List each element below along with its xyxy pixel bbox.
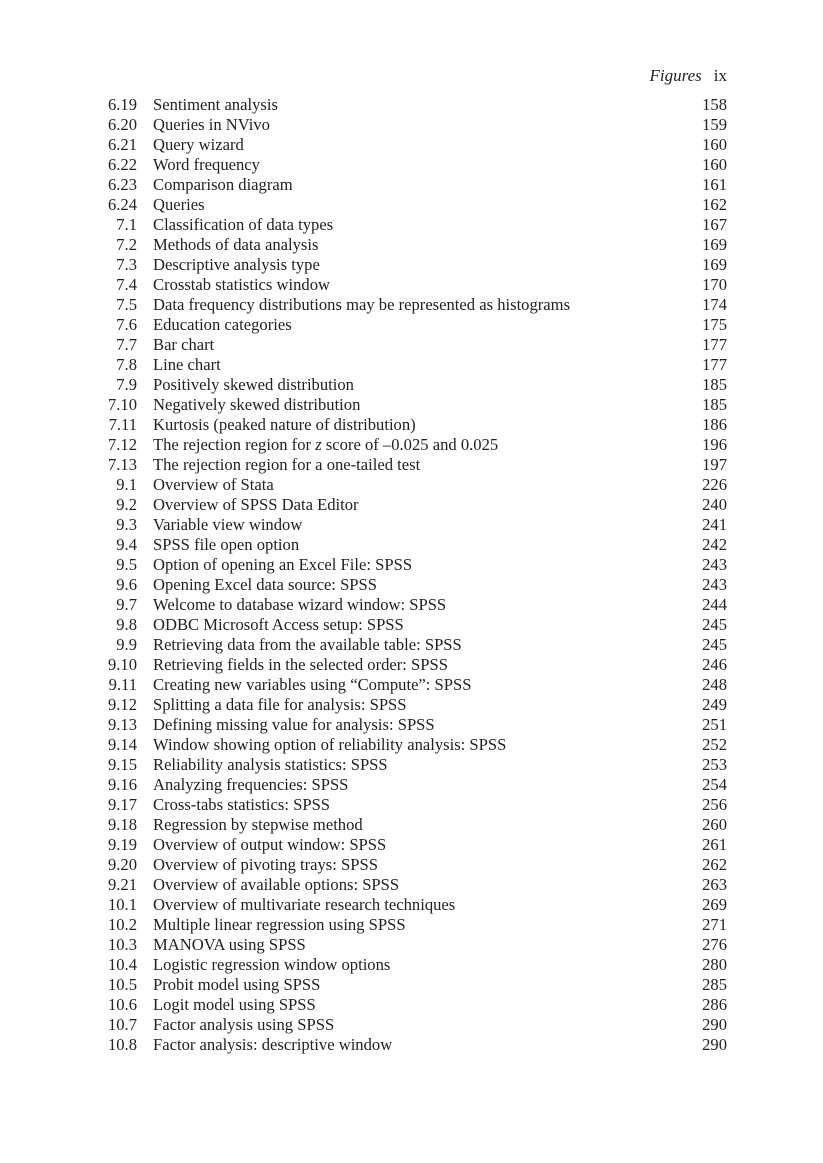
figure-page-number: 226 [702,475,727,494]
figure-title: Negatively skewed distribution [153,395,361,414]
figure-number: 10.4 [107,955,137,974]
figure-title-part: The rejection region for [153,435,316,454]
figure-title: SPSS file open option [153,535,300,554]
figure-title: Multiple linear regression using SPSS [153,915,406,934]
figure-entry [0,455,823,475]
figure-entry [0,355,823,375]
figure-page-number: 245 [702,635,727,654]
figure-page-number: 276 [702,935,727,954]
figure-title: Reliability analysis statistics: SPSS [153,755,388,774]
figure-title: Regression by stepwise method [153,815,363,834]
figure-title: Window showing option of reliability analysis: SPSS [153,735,507,754]
figure-number: 7.9 [116,375,137,394]
figure-page-number: 249 [702,695,727,714]
figure-page-number: 253 [702,755,727,774]
figure-title: Factor analysis: descriptive window [153,1035,393,1054]
figure-number: 7.12 [107,435,137,454]
figure-title: The rejection region for a one-tailed test [153,455,421,474]
figure-number: 10.3 [107,935,137,954]
figure-title: Factor analysis using SPSS [153,1015,335,1034]
figure-page-number: 254 [702,775,727,794]
figure-page-number: 186 [702,415,727,434]
figure-title: Education categories [153,315,292,334]
figure-title: Opening Excel data source: SPSS [153,575,377,594]
figure-title: Creating new variables using “Compute”: SPSS [153,675,472,694]
figure-number: 9.7 [116,595,137,614]
figure-title: Logit model using SPSS [153,995,316,1014]
figure-title: Cross-tabs statistics: SPSS [153,795,331,814]
figure-entry [0,255,823,275]
figure-page-number: 252 [702,735,727,754]
figure-entry [0,715,823,735]
figure-title: Defining missing value for analysis: SPSS [153,715,435,734]
figure-entry [0,775,823,795]
figure-entry [0,615,823,635]
figure-page-number: 185 [702,395,727,414]
figure-number: 9.16 [107,775,137,794]
figure-number: 10.7 [107,1015,137,1034]
figure-page-number: 290 [702,1035,727,1054]
figure-title: Retrieving data from the available table: SPSS [153,635,462,654]
figure-number: 9.5 [116,555,137,574]
figure-entry [0,515,823,535]
figure-page-number: 261 [702,835,727,854]
figure-number: 6.23 [107,175,137,194]
figure-entry [0,275,823,295]
figure-entry [0,495,823,515]
figure-entry [0,855,823,875]
figure-entry [0,195,823,215]
figure-page-number: 169 [702,255,727,274]
running-head [650,66,728,86]
figure-title-italic: z [315,435,322,454]
figure-entry [0,915,823,935]
figure-number: 9.17 [107,795,137,814]
figure-title: Queries [153,195,205,214]
figure-number: 9.10 [107,655,137,674]
figure-title: Overview of output window: SPSS [153,835,387,854]
figure-entry [0,1035,823,1055]
figure-page-number: 240 [702,495,727,514]
figure-number: 7.4 [116,275,137,294]
figure-title: Retrieving fields in the selected order: SPSS [153,655,448,674]
figure-title: Query wizard [153,135,244,154]
figure-page-number: 170 [702,275,727,294]
figure-number: 6.24 [107,195,137,214]
figure-entry [0,595,823,615]
figure-title: Welcome to database wizard window: SPSS [153,595,447,614]
figure-page-number: 158 [702,95,727,114]
figure-title: Overview of available options: SPSS [153,875,400,894]
figure-page-number: 248 [702,675,727,694]
figure-page-number: 162 [702,195,727,214]
figure-page-number: 280 [702,955,727,974]
figure-page-number: 196 [702,435,727,454]
figure-number: 7.6 [116,315,137,334]
figure-title: Queries in NVivo [153,115,270,134]
figure-entry [0,115,823,135]
figure-page-number: 271 [702,915,727,934]
figure-entry [0,835,823,855]
figure-number: 9.1 [116,475,137,494]
figure-title: Word frequency [153,155,260,174]
figure-number: 10.6 [107,995,137,1014]
figure-page-number: 262 [702,855,727,874]
running-head-section: Figures [649,66,702,85]
figure-number: 9.2 [116,495,137,514]
figure-number: 9.9 [116,635,137,654]
figure-title: Kurtosis (peaked nature of distribution) [153,415,416,434]
figure-title: Classification of data types [153,215,334,234]
figure-number: 10.5 [107,975,137,994]
figure-number: 7.3 [116,255,137,274]
figure-number: 9.6 [116,575,137,594]
figure-entry [0,575,823,595]
figure-entry [0,435,823,455]
figure-page-number: 285 [702,975,727,994]
figure-page-number: 242 [702,535,727,554]
figure-title: Overview of multivariate research techniques [153,895,456,914]
figure-entry [0,335,823,355]
figure-entry [0,295,823,315]
figure-page-number: 197 [702,455,727,474]
figure-number: 9.12 [107,695,137,714]
figure-entry [0,875,823,895]
figure-entry [0,1015,823,1035]
figure-title: Probit model using SPSS [153,975,321,994]
figure-entry [0,935,823,955]
figure-number: 7.2 [116,235,137,254]
figure-entry [0,555,823,575]
figure-entry [0,235,823,255]
figure-entry [0,755,823,775]
figure-title: Line chart [153,355,221,374]
figure-title: Descriptive analysis type [153,255,320,274]
figure-number: 9.13 [107,715,137,734]
figure-number: 6.22 [107,155,137,174]
figure-page-number: 161 [702,175,727,194]
figure-entry [0,635,823,655]
figure-entry [0,695,823,715]
figure-page-number: 174 [702,295,727,314]
figure-number: 9.19 [107,835,137,854]
figure-title: Overview of pivoting trays: SPSS [153,855,378,874]
figure-page-number: 159 [702,115,727,134]
figure-number: 7.7 [116,335,137,354]
figure-number: 7.8 [116,355,137,374]
figure-number: 6.20 [107,115,137,134]
figure-number: 9.11 [108,675,137,694]
figure-entry [0,795,823,815]
figure-title: Overview of SPSS Data Editor [153,495,359,514]
figure-title: Comparison diagram [153,175,293,194]
figure-title: MANOVA using SPSS [153,935,306,954]
figure-number: 9.14 [107,735,137,754]
figure-title: Analyzing frequencies: SPSS [153,775,349,794]
figure-title: ODBC Microsoft Access setup: SPSS [153,615,404,634]
figure-number: 10.1 [107,895,137,914]
figure-page-number: 160 [702,135,727,154]
figure-page-number: 243 [702,575,727,594]
figure-entry [0,215,823,235]
figure-page-number: 160 [702,155,727,174]
figure-title: Logistic regression window options [153,955,391,974]
figure-entry [0,475,823,495]
figure-number: 9.21 [107,875,137,894]
figure-page-number: 243 [702,555,727,574]
figure-title: Splitting a data file for analysis: SPSS [153,695,407,714]
figure-entry [0,315,823,335]
figure-entry [0,175,823,195]
list-of-figures [0,95,823,1055]
figure-number: 9.15 [107,755,137,774]
figure-entry [0,415,823,435]
figure-page-number: 175 [702,315,727,334]
figure-page-number: 290 [702,1015,727,1034]
figure-number: 6.21 [107,135,137,154]
figure-number: 9.3 [116,515,137,534]
figure-number: 9.20 [107,855,137,874]
figure-page-number: 241 [702,515,727,534]
figure-title-part: score of –0.025 and 0.025 [321,435,499,454]
figure-title: Option of opening an Excel File: SPSS [153,555,413,574]
figure-page-number: 251 [702,715,727,734]
figure-page-number: 260 [702,815,727,834]
figure-title: Variable view window [153,515,303,534]
figure-entry [0,995,823,1015]
figure-page-number: 177 [702,335,727,354]
figure-page-number: 169 [702,235,727,254]
figure-title: Sentiment analysis [153,95,278,114]
figure-title: Bar chart [153,335,215,354]
figure-entry [0,155,823,175]
figure-number: 6.19 [107,95,137,114]
figure-title: Methods of data analysis [153,235,319,254]
figure-entry [0,95,823,115]
figure-number: 7.10 [107,395,137,414]
figure-number: 7.1 [116,215,137,234]
figure-number: 9.8 [116,615,137,634]
figure-number: 9.4 [116,535,137,554]
figure-page-number: 246 [702,655,727,674]
figure-entry [0,655,823,675]
figure-entry [0,395,823,415]
figure-page-number: 177 [702,355,727,374]
figure-number: 9.18 [107,815,137,834]
figure-title: Positively skewed distribution [153,375,354,394]
figure-page-number: 245 [702,615,727,634]
figure-entry [0,375,823,395]
figure-entry [0,955,823,975]
figure-title: Data frequency distributions may be represented as histograms [153,295,571,314]
figure-page-number: 256 [702,795,727,814]
figure-entry [0,735,823,755]
figure-page-number: 263 [702,875,727,894]
figure-number: 7.13 [107,455,137,474]
figure-page-number: 269 [702,895,727,914]
figure-title [153,435,498,455]
figure-page-number: 286 [702,995,727,1014]
figure-entry [0,975,823,995]
page-number: ix [713,66,727,85]
figure-entry [0,135,823,155]
figure-page-number: 244 [702,595,727,614]
figure-title: Crosstab statistics window [153,275,330,294]
figure-number: 7.5 [116,295,137,314]
figure-number: 7.11 [108,415,137,434]
figure-page-number: 185 [702,375,727,394]
figure-number: 10.2 [107,915,137,934]
figure-entry [0,815,823,835]
figure-page-number: 167 [702,215,727,234]
figure-title: Overview of Stata [153,475,274,494]
figure-number: 10.8 [107,1035,137,1054]
figure-entry [0,895,823,915]
figure-entry [0,535,823,555]
figure-entry [0,675,823,695]
